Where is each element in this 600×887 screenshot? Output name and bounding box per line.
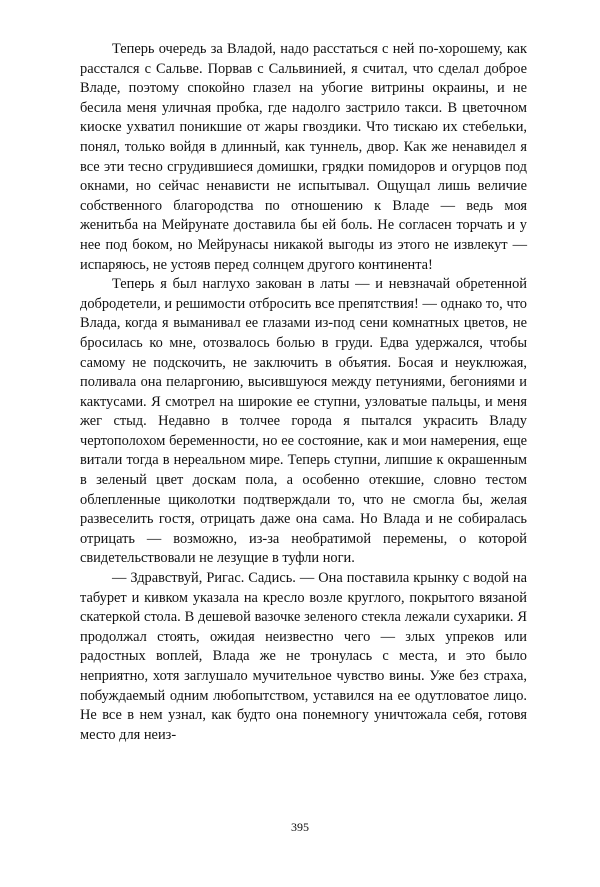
text-column xyxy=(80,40,527,745)
paragraph-3: — Здравствуй, Ригас. Садись. — Она поставила крынку с водой на табурет и кивком указала на кресло возле круглого, покрытого вязаной скатеркой стола. В дешевой вазочке зеленого стекла лежали сухарики. Я продолжал стоять, ожидая неизвестно чего — злых упреков или радостных воплей, Влада же не тронулась с места, и это было неприятно, хотя заглушало мучительное чувство вины. Уже без страха, побуждаемый одним любопытством, уставился на ее одутловатое лицо. Не все в нем узнал, как будто она понемногу уничтожала себя, готовя место для неиз- xyxy=(80,570,527,743)
paragraph-2: Теперь я был наглухо закован в латы — и невзначай обретенной добродетели, и решимости отбросить все препятствия! — однако то, что Влада, когда я выманивал ее глазами из-под сени комнатных цветов, не бросилась ко мне, отозвалось болью в груди. Едва удержался, чтобы самому не подскочить, не заключить в объятия. Босая и неуклюжая, поливала она пеларгонию, высившуюся между петуниями, бегониями и кактусами. Я смотрел на широкие ее ступни, узловатые пальцы, и меня жег стыд. Недавно в толчее города я пытался украсить Владу чертополохом беременности, но ее состояние, как и мои намерения, еще витали тогда в нереальном мире. Теперь ступни, липшие к окрашенным в зеленый цвет доскам пола, а особенно отекшие, словно тестом облепленные щиколотки подтверждали то, что не смогла бы, желая развеселить гостя, отрицать даже она сама. Но Влада и не собиралась отрицать — возможно, из-за необратимой перемены, о которой свидетельствовали не лезущие в туфли ноги. xyxy=(80,276,527,567)
page-number: 395 xyxy=(291,820,309,834)
paragraph-1: Теперь очередь за Владой, надо расстаться с ней по-хорошему, как расстался с Сальве. Порвав с Сальвинией, я считал, что сделал доброе Владе, поэтому спокойно глазел на убогие витрины окраины, и не бесила меня уличная пробка, где надолго застрило такси. В цветочном киоске ухватил поникшие от жары гвоздики. Что тискаю их стебельки, понял, только войдя в длинный, как туннель, двор. Как же ненавидел я все эти тесно сгрудившиеся домишки, грядки помидоров и огурцов под окнами, но сейчас ненависти не испытывал. Ощущал лишь величие собственного благородства по отношению к Владе — ведь моя женитьба на Мейрунате доставила бы ей боль. Не согласен торчать и у нее под боком, но Мейрунасы никакой выгоды из этого не извлекут — испаряюсь, не устояв перед солнцем другого континента! xyxy=(80,41,527,273)
